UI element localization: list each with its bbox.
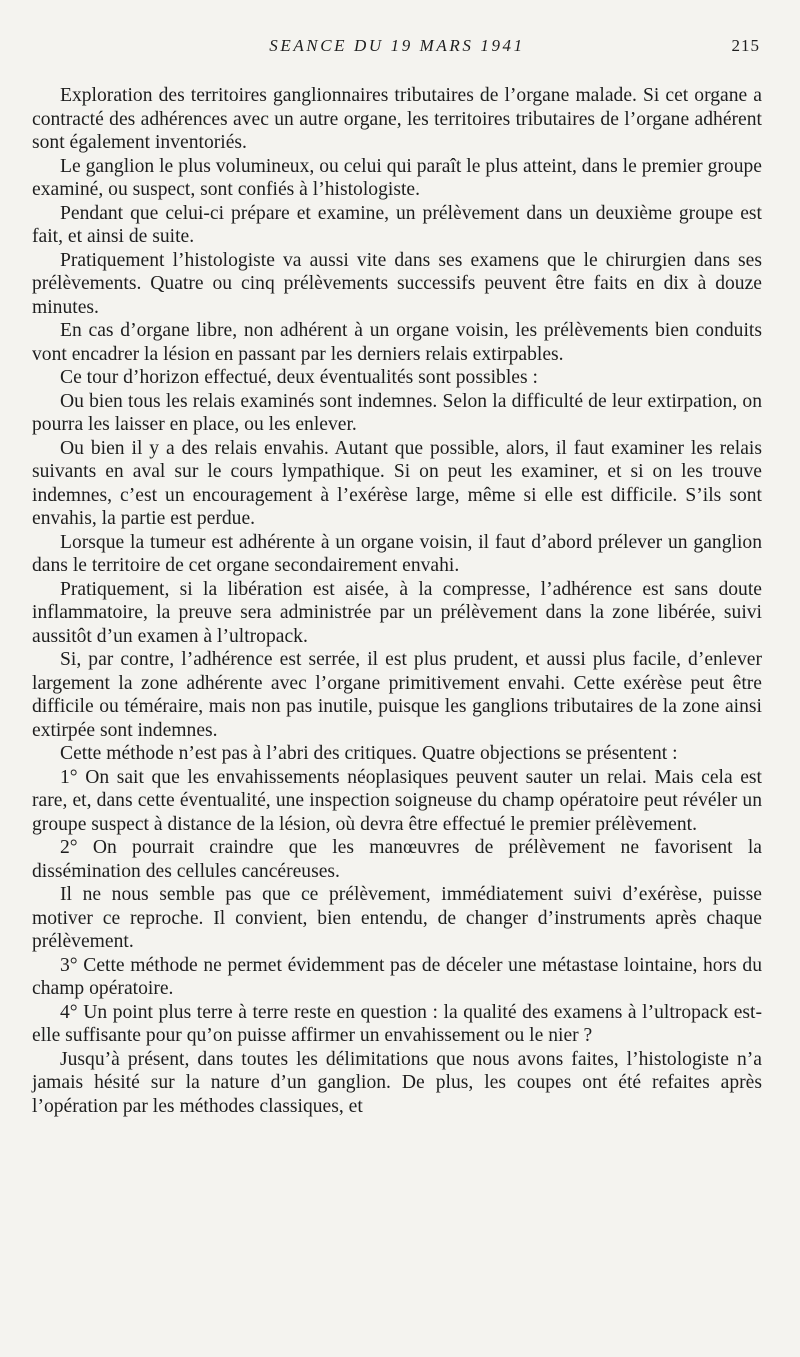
paragraph: Si, par contre, l’adhérence est serrée, il est plus prudent, et aussi plus facile, d’enlever largement la zone adhérente avec l’organe primitivement envahi. Cette exérèse peut être difficile ou téméraire, mais non pas inutile, puisque les ganglions tributaires de la zone ainsi extirpée sont indemnes. bbox=[32, 649, 762, 741]
page-number: 215 bbox=[731, 36, 760, 55]
body-text bbox=[32, 84, 762, 1118]
paragraph: Jusqu’à présent, dans toutes les délimitations que nous avons faites, l’histologiste n’a jamais hésité sur la nature d’un ganglion. De plus, les coupes ont été refaites après l’opération par les méthodes classiques, et bbox=[32, 1048, 762, 1117]
paragraph: Le ganglion le plus volumineux, ou celui qui paraît le plus atteint, dans le premier groupe examiné, ou suspect, sont confiés à l’histologiste. bbox=[32, 155, 762, 200]
paragraph: 1° On sait que les envahissements néoplasiques peuvent sauter un relai. Mais cela est rare, et, dans cette éventualité, une inspection soigneuse du champ opératoire peut révéler un groupe suspect à distance de la lésion, où devra être effectué le premier prélèvement. bbox=[32, 766, 762, 835]
running-title: SEANCE DU 19 MARS 1941 bbox=[269, 36, 525, 55]
paragraph: Ou bien il y a des relais envahis. Autant que possible, alors, il faut examiner les relais suivants en aval sur le cours lympathique. Si on peut les examiner, et si on les trouve indemnes, c’est un encouragement à l’exérèse large, même si elle est difficile. S’ils sont envahis, la partie est perdue. bbox=[32, 437, 762, 529]
paragraph: 2° On pourrait craindre que les manœuvres de prélèvement ne favorisent la dissémination des cellules cancéreuses. bbox=[32, 837, 762, 882]
paragraph: Ou bien tous les relais examinés sont indemnes. Selon la difficulté de leur extirpation, on pourra les laisser en place, ou les enlever. bbox=[32, 390, 762, 435]
paragraph: Cette méthode n’est pas à l’abri des critiques. Quatre objections se présentent : bbox=[60, 743, 678, 764]
paragraph: Exploration des territoires ganglionnaires tributaires de l’organe malade. Si cet organe a contracté des adhérences avec un autre organe, les territoires tributaires de l’organe adhérent sont également inventoriés. bbox=[32, 85, 762, 153]
paragraph: 4° Un point plus terre à terre reste en question : la qualité des examens à l’ultropack est-elle suffisante pour qu’on puisse affirmer un envahissement ou le nier ? bbox=[32, 1001, 762, 1046]
paragraph: Pendant que celui-ci prépare et examine, un prélèvement dans un deuxième groupe est fait, et ainsi de suite. bbox=[32, 202, 762, 247]
paragraph: Lorsque la tumeur est adhérente à un organe voisin, il faut d’abord prélever un ganglion dans le territoire de cet organe secondairement envahi. bbox=[32, 531, 762, 576]
paragraph: 3° Cette méthode ne permet évidemment pas de déceler une métastase lointaine, hors du champ opératoire. bbox=[32, 954, 762, 999]
paragraph: Il ne nous semble pas que ce prélèvement, immédiatement suivi d’exérèse, puisse motiver ce reproche. Il convient, bien entendu, de changer d’instruments après chaque prélèvement. bbox=[32, 884, 762, 952]
paragraph: Pratiquement l’histologiste va aussi vite dans ses examens que le chirurgien dans ses prélèvements. Quatre ou cinq prélèvements successifs peuvent être faits en dix à douze minutes. bbox=[32, 249, 762, 318]
running-header bbox=[32, 36, 762, 62]
paragraph: En cas d’organe libre, non adhérent à un organe voisin, les prélèvements bien conduits vont encadrer la lésion en passant par les derniers relais extirpables. bbox=[32, 320, 762, 365]
paragraph: Ce tour d’horizon effectué, deux éventualités sont possibles : bbox=[60, 367, 538, 388]
paragraph: Pratiquement, si la libération est aisée, à la compresse, l’adhérence est sans doute inflammatoire, la preuve sera administrée par un prélèvement dans la zone libérée, suivi aussitôt d’un examen à l’ultropack. bbox=[32, 578, 762, 647]
